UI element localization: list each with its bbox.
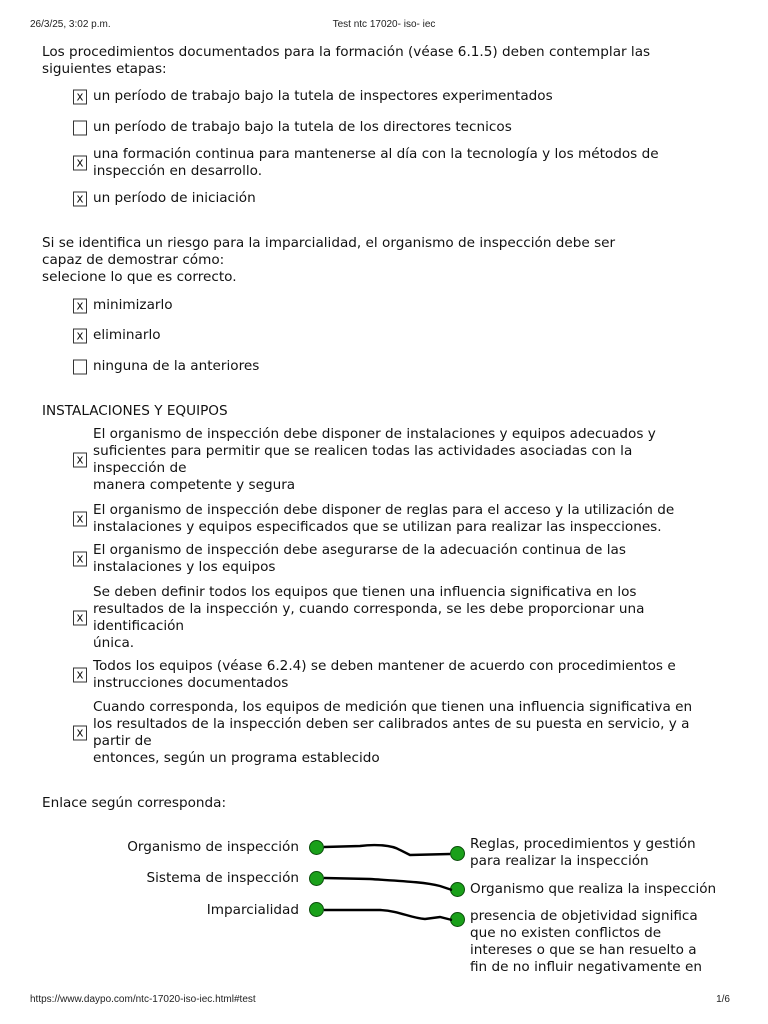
match-handle-right-3[interactable] <box>450 912 465 927</box>
option[interactable] <box>42 146 732 180</box>
checkbox[interactable]: x <box>73 668 87 683</box>
option[interactable] <box>42 426 732 494</box>
checkbox[interactable]: x <box>73 726 87 741</box>
option[interactable] <box>42 88 732 105</box>
match-right-1: Reglas, procedimientos y gestión para realizar la inspección <box>470 836 696 869</box>
match-left-3: Imparcialidad <box>206 902 299 918</box>
option-label: eliminarlo <box>93 327 161 343</box>
match-handle-left-1[interactable] <box>309 840 324 855</box>
option-label: El organismo de inspección debe disponer de reglas para el acceso y la utilización de instalaciones y equipos especificados que se utilizan para realizar las inspecciones. <box>93 502 675 535</box>
option[interactable] <box>42 358 732 375</box>
question-2 <box>42 235 732 375</box>
option[interactable] <box>42 190 732 207</box>
option-label: Todos los equipos (véase 6.2.4) se deben mantener de acuerdo con procedimientos e instrucciones documentados <box>93 658 676 691</box>
checkbox[interactable] <box>73 120 87 135</box>
match-right-3: presencia de objetividad significa que no existen conflictos de intereses o que se han resuelto a fin de no influir negativamente en <box>470 908 702 975</box>
connector-2 <box>324 878 452 890</box>
checkbox[interactable]: x <box>73 552 87 567</box>
footer-url[interactable]: https://www.daypo.com/ntc-17020-iso-iec.html#test <box>30 994 256 1005</box>
option-label: Se deben definir todos los equipos que tienen una influencia significativa en los resultados de la inspección y, cuando corresponda, se les debe proporcionar una identificación única. <box>93 584 645 651</box>
checkbox[interactable] <box>73 359 87 374</box>
checkbox[interactable]: x <box>73 191 87 206</box>
option-label: una formación continua para mantenerse al día con la tecnología y los métodos de inspección en desarrollo. <box>93 146 659 179</box>
checkbox[interactable]: x <box>73 453 87 468</box>
option[interactable] <box>42 658 732 692</box>
match-handle-right-2[interactable] <box>450 882 465 897</box>
checkbox[interactable]: x <box>73 89 87 104</box>
option-label: ninguna de la anteriores <box>93 358 260 374</box>
option-label: Cuando corresponda, los equipos de medición que tienen una influencia significativa en los resultados de la inspección deben ser calibrados antes de su puesta en servicio, y a partir de entonces, según un programa establecido <box>93 699 693 766</box>
question-3 <box>42 403 732 767</box>
checkbox[interactable]: x <box>73 611 87 626</box>
option[interactable] <box>42 502 732 536</box>
option[interactable] <box>42 584 732 652</box>
match-right-2: Organismo que realiza la inspección <box>470 881 717 897</box>
print-datetime: 26/3/25, 3:02 p.m. <box>30 19 111 30</box>
checkbox[interactable]: x <box>73 298 87 313</box>
match-handle-left-3[interactable] <box>309 902 324 917</box>
option-label: un período de trabajo bajo la tutela de inspectores experimentados <box>93 88 553 104</box>
option[interactable] <box>42 542 732 576</box>
test-content <box>42 42 732 812</box>
option-label: un período de trabajo bajo la tutela de los directores tecnicos <box>93 119 512 135</box>
question-text: Si se identifica un riesgo para la imparcialidad, el organismo de inspección debe ser capaz de demostrar cómo: selecione lo que es correcto. <box>42 235 616 285</box>
question-text: Enlace según corresponda: <box>42 795 227 811</box>
match-left-1: Organismo de inspección <box>127 839 299 855</box>
question-1 <box>42 44 732 207</box>
connector-1 <box>324 845 450 855</box>
page-number: 1/6 <box>716 994 730 1005</box>
match-left-2: Sistema de inspección <box>146 870 299 886</box>
page-footer <box>30 994 738 1008</box>
checkbox[interactable]: x <box>73 512 87 527</box>
connector-3 <box>324 910 452 920</box>
option[interactable] <box>42 297 732 314</box>
option[interactable] <box>42 699 732 767</box>
question-text: INSTALACIONES Y EQUIPOS <box>42 403 228 419</box>
option-label: El organismo de inspección debe disponer de instalaciones y equipos adecuados y suficientes para permitir que se realicen todas las actividades asociadas con la inspección de manera competente y segura <box>93 426 656 493</box>
checkbox[interactable]: x <box>73 328 87 343</box>
match-handle-right-1[interactable] <box>450 846 465 861</box>
document-title: Test ntc 17020- iso- iec <box>332 19 436 30</box>
question-text: Los procedimientos documentados para la formación (véase 6.1.5) deben contemplar las siguientes etapas: <box>42 44 651 77</box>
option[interactable] <box>42 327 732 344</box>
checkbox[interactable]: x <box>73 156 87 171</box>
option[interactable] <box>42 119 732 136</box>
question-4 <box>42 795 732 812</box>
option-label: minimizarlo <box>93 297 173 313</box>
option-label: El organismo de inspección debe asegurarse de la adecuación continua de las instalaciones y los equipos <box>93 542 626 575</box>
match-handle-left-2[interactable] <box>309 871 324 886</box>
page-header <box>30 19 738 33</box>
option-label: un período de iniciación <box>93 190 256 206</box>
